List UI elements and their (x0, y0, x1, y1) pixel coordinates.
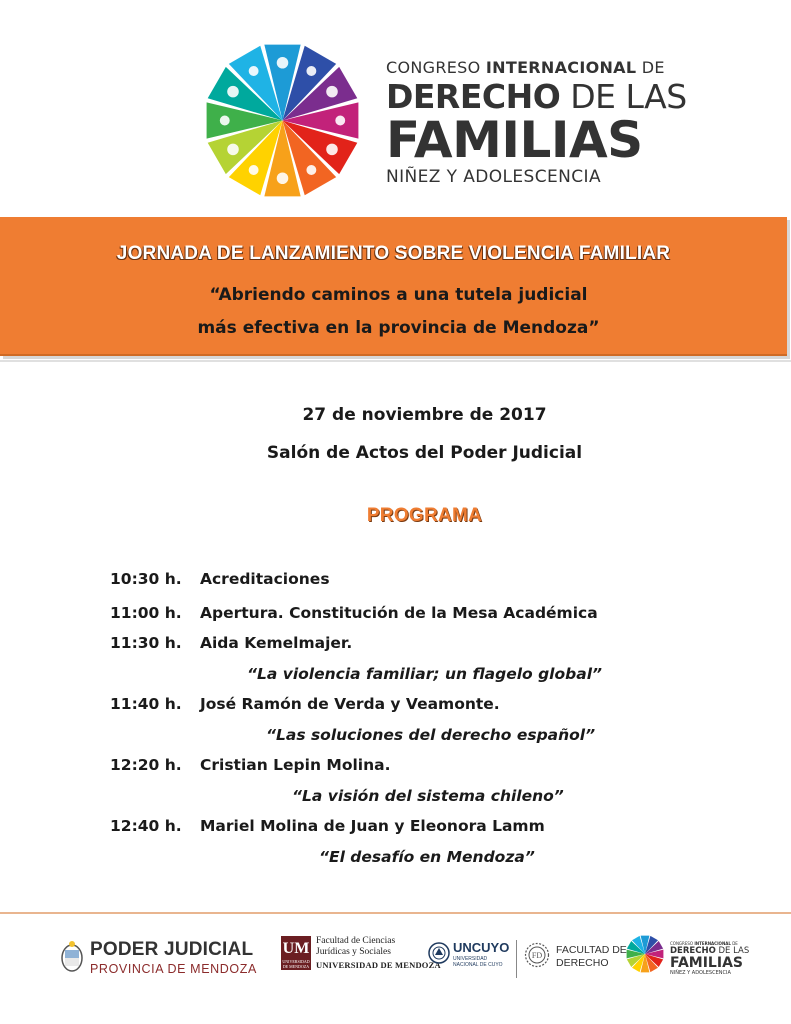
um-line2: Jurídicas y Sociales (316, 947, 391, 957)
schedule-text: Cristian Lepin Molina. (200, 756, 391, 774)
event-date: 27 de noviembre de 2017 (302, 405, 547, 425)
schedule-time: 10:30 h. (110, 570, 182, 588)
small-wordmark-line1: CONGRESO INTERNACIONAL DE (670, 941, 738, 946)
poder-judicial-title: PODER JUDICIAL (90, 939, 254, 960)
congreso-small-logo-icon (625, 934, 665, 974)
um-logo (281, 936, 441, 980)
banner-subtitle-line2: más efectiva en la provincia de Mendoza” (197, 318, 600, 338)
poder-judicial-logo (60, 936, 257, 980)
footer-divider (0, 912, 791, 914)
schedule-time: 12:40 h. (110, 817, 182, 835)
logo-separator (516, 940, 517, 978)
banner-subtitle-line1: “Abriendo caminos a una tutela judicial (209, 285, 588, 305)
program-heading: PROGRAMA (366, 505, 483, 526)
wordmark-line3: FAMILIAS (386, 111, 643, 169)
schedule-time: 11:30 h. (110, 634, 182, 652)
um-line1: Facultad de Ciencias (316, 936, 396, 946)
schedule-time: 11:00 h. (110, 604, 182, 622)
event-venue: Salón de Actos del Poder Judicial (266, 443, 583, 463)
schedule-time: 11:40 h. (110, 695, 182, 713)
event-banner (0, 217, 787, 356)
uncuyo-seal-icon (428, 942, 450, 964)
wordmark-line4: NIÑEZ Y ADOLESCENCIA (386, 167, 601, 187)
small-wordmark-line4: NIÑEZ Y ADOLESCENCIA (670, 970, 731, 976)
um-mark-icon: UM UNIVERSIDAD DE MENDOZA (281, 936, 311, 970)
schedule-text: Acreditaciones (200, 570, 330, 588)
banner-title: JORNADA DE LANZAMIENTO SOBRE VIOLENCIA FAMILIAR (116, 243, 671, 264)
schedule-time: 12:20 h. (110, 756, 182, 774)
uncuyo-subtitle: UNIVERSIDAD NACIONAL DE CUYO (453, 956, 503, 968)
talk-title: “La visión del sistema chileno” (292, 787, 564, 805)
wordmark-line2: DERECHO DE LAS (386, 77, 687, 116)
poder-judicial-subtitle: PROVINCIA DE MENDOZA (90, 962, 257, 976)
uncuyo-logo (428, 936, 523, 980)
facultad-line2: DERECHO (556, 957, 609, 969)
schedule-text: Apertura. Constitución de la Mesa Académica (200, 604, 598, 622)
talk-title: “Las soluciones del derecho español” (266, 726, 596, 744)
schedule-text: José Ramón de Verda y Veamonte. (200, 695, 500, 713)
talk-title: “El desafío en Mendoza” (319, 848, 535, 866)
small-wordmark-line2: DERECHO DE LAS (670, 946, 750, 956)
mendoza-seal-icon (60, 940, 84, 974)
congreso-logo-icon (200, 38, 365, 203)
facultad-line1: FACULTAD DE (556, 944, 627, 956)
svg-text:FD: FD (531, 951, 543, 960)
uncuyo-title: UNCUYO (453, 940, 510, 955)
um-line3: UNIVERSIDAD DE MENDOZA (316, 960, 441, 970)
schedule-text: Mariel Molina de Juan y Eleonora Lamm (200, 817, 545, 835)
divider (0, 360, 791, 362)
schedule-text: Aida Kemelmajer. (200, 634, 353, 652)
facultad-seal-icon (524, 942, 550, 968)
congreso-small-wordmark (670, 941, 749, 976)
congreso-wordmark (386, 58, 687, 187)
talk-title: “La violencia familiar; un flagelo global” (247, 665, 602, 683)
wordmark-line1: CONGRESO INTERNACIONAL DE (386, 58, 665, 77)
facultad-derecho-logo (524, 936, 627, 980)
small-wordmark-line3: FAMILIAS (670, 955, 743, 971)
